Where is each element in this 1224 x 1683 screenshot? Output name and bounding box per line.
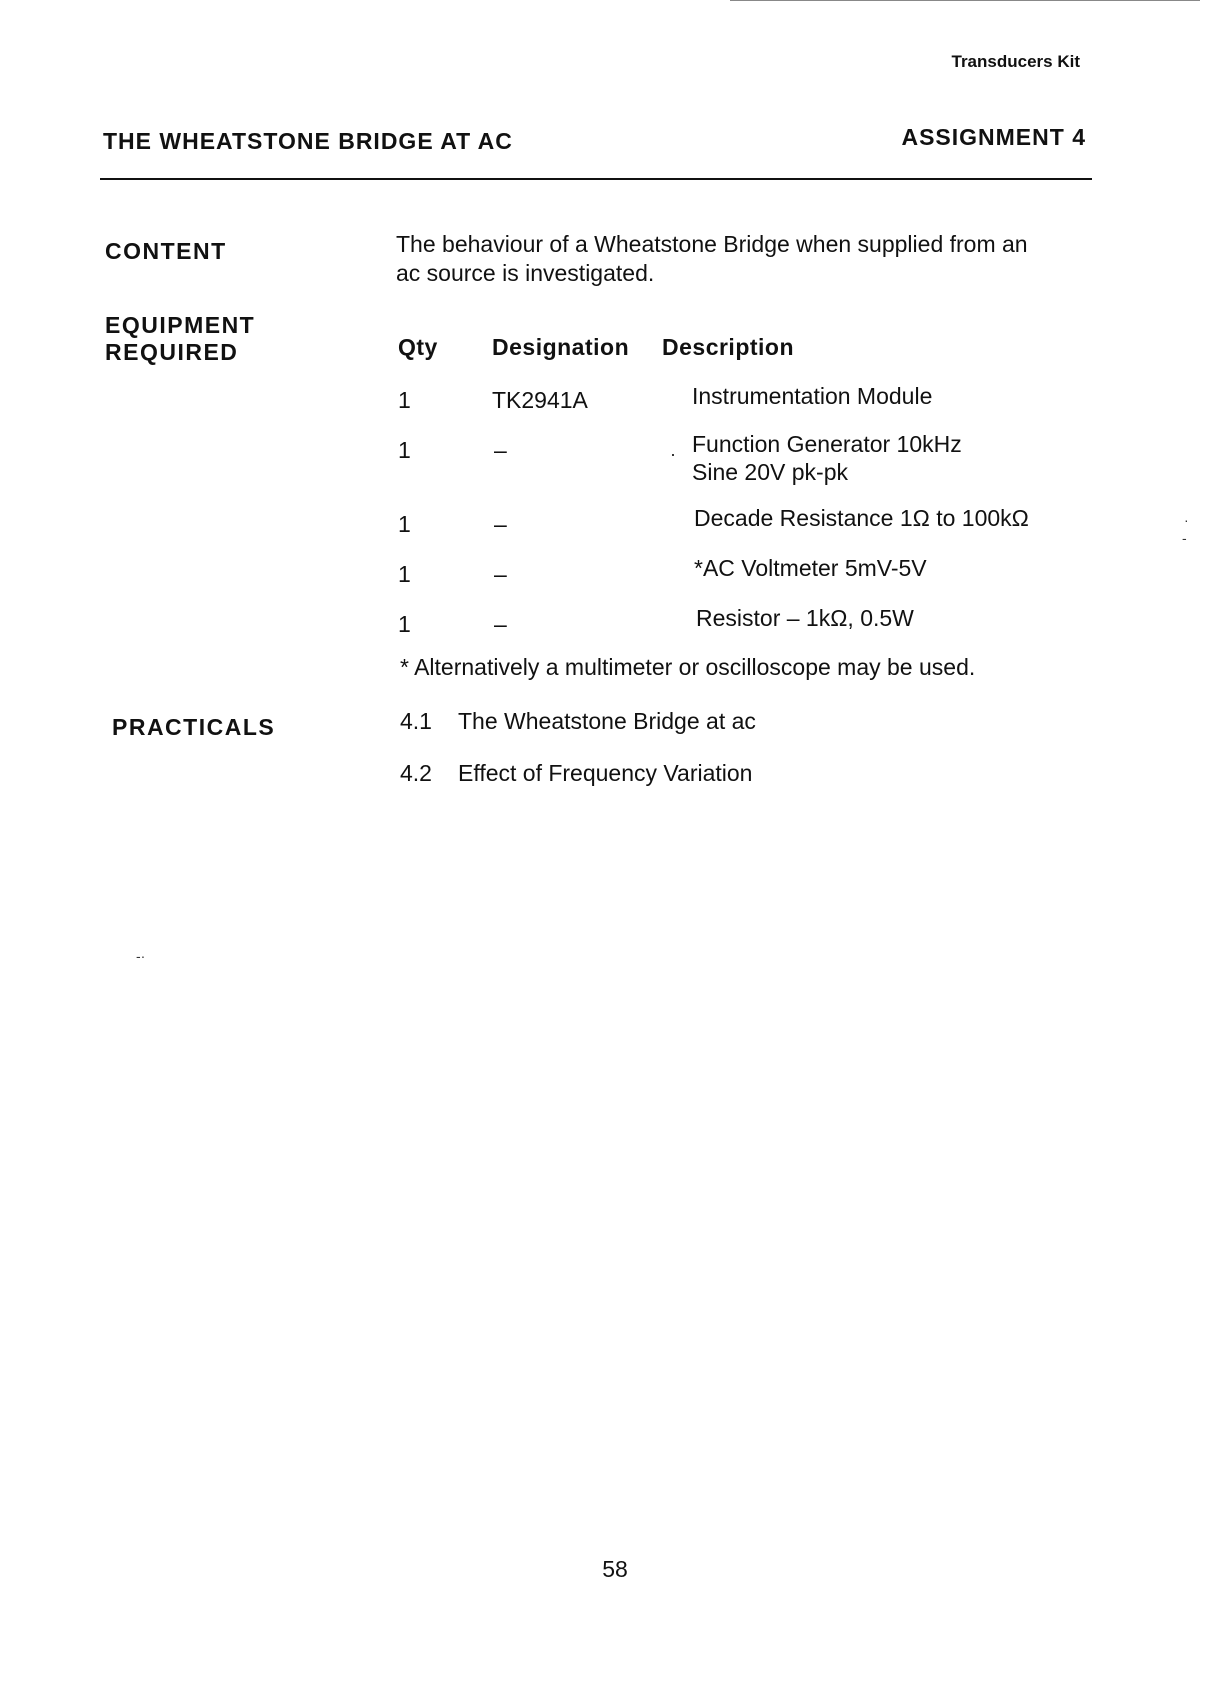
row-1-description: Instrumentation Module (692, 383, 933, 409)
content-text-line-1: The behaviour of a Wheatstone Bridge when supplied from an (396, 231, 1028, 257)
row-3-qty: 1 (398, 511, 411, 537)
equipment-label (105, 312, 255, 366)
header-qty: Qty (398, 334, 438, 360)
row-1-qty: 1 (398, 387, 411, 413)
page-number: 58 (602, 1556, 628, 1582)
row-5-description: Resistor – 1kΩ, 0.5W (696, 605, 914, 631)
row-5-designation: – (494, 611, 507, 637)
practical-1-title: The Wheatstone Bridge at ac (458, 708, 756, 734)
row-3-designation: – (494, 511, 507, 537)
content-label: CONTENT (105, 238, 227, 264)
row-2-description-line-2: Sine 20V pk-pk (692, 459, 848, 485)
practical-1-number: 4.1 (400, 708, 432, 734)
header-designation: Designation (492, 334, 630, 360)
running-header: Transducers Kit (951, 52, 1080, 71)
top-scan-rule (730, 0, 1200, 1)
row-4-description: *AC Voltmeter 5mV-5V (694, 555, 927, 581)
row-2-description-line-1: Function Generator 10kHz (692, 431, 962, 457)
row-2-designation: – (494, 437, 507, 463)
row-2-description (692, 430, 962, 486)
row-2-qty: 1 (398, 437, 411, 463)
content-text-line-2: ac source is investigated. (396, 260, 655, 286)
equipment-note: * Alternatively a multimeter or oscilloscope may be used. (400, 654, 976, 680)
title-divider (100, 178, 1092, 180)
equipment-label-line-2: REQUIRED (105, 339, 239, 365)
practicals-label: PRACTICALS (112, 714, 276, 740)
scan-speck: -· (136, 948, 146, 964)
scan-speck: - (1182, 530, 1187, 546)
row-3-description: Decade Resistance 1Ω to 100kΩ (694, 505, 1029, 531)
assignment-label: ASSIGNMENT 4 (901, 124, 1086, 150)
practical-2-title: Effect of Frequency Variation (458, 760, 753, 786)
scan-speck: · (1184, 512, 1189, 528)
row-1-designation: TK2941A (492, 387, 588, 413)
page-title: THE WHEATSTONE BRIDGE AT AC (103, 128, 513, 154)
scan-dot: · (670, 444, 676, 464)
header-description: Description (662, 334, 795, 360)
content-text (396, 230, 1096, 288)
practical-2-number: 4.2 (400, 760, 432, 786)
row-4-designation: – (494, 561, 507, 587)
row-5-qty: 1 (398, 611, 411, 637)
equipment-label-line-1: EQUIPMENT (105, 312, 256, 338)
row-4-qty: 1 (398, 561, 411, 587)
